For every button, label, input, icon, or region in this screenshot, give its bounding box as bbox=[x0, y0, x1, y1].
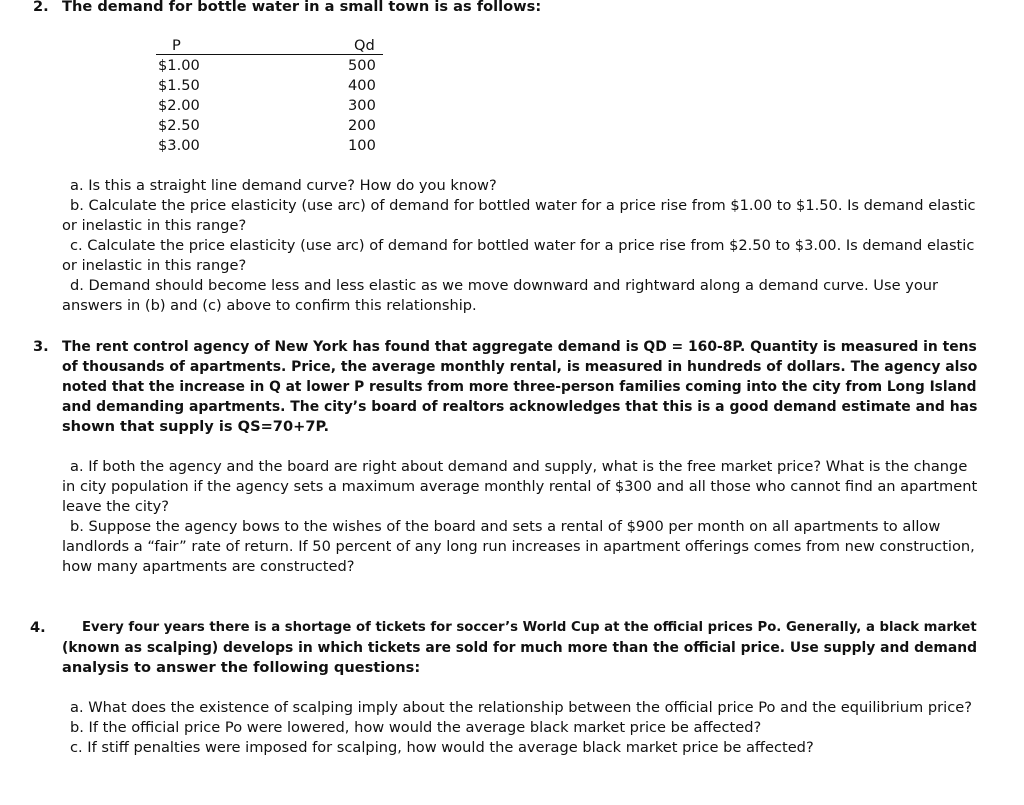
question-3a-line-1: a. If both the agency and the board are right about demand and supply, what is the free market price? What is the change bbox=[70, 458, 968, 475]
question-2d-line-1: d. Demand should become less and less elastic as we move downward and rightward along a demand curve. Use your bbox=[70, 277, 939, 294]
question-3-parts bbox=[62, 457, 984, 577]
table-cell-quantity: 200 bbox=[348, 117, 376, 134]
question-4b: b. If the official price Po were lowered, how would the average black market price be affected? bbox=[70, 719, 762, 736]
table-cell-price: $2.00 bbox=[158, 97, 200, 114]
table-cell-price: $3.00 bbox=[158, 137, 200, 154]
table-cell-quantity: 500 bbox=[348, 57, 376, 74]
question-2-title: The demand for bottle water in a small town is as follows: bbox=[62, 0, 542, 15]
question-2c-line-2: or inelastic in this range? bbox=[62, 257, 247, 274]
question-3-number: 3. bbox=[33, 338, 49, 355]
question-3b-line-1: b. Suppose the agency bows to the wishes of the board and sets a rental of $900 per month on all apartments to allow bbox=[70, 518, 941, 535]
question-3-line-3: noted that the increase in Q at lower P results from more three-person families coming into the city from Long Island bbox=[62, 379, 977, 395]
question-3-prompt bbox=[62, 337, 984, 437]
question-2c-line-1: c. Calculate the price elasticity (use arc) of demand for bottled water for a price rise from $2.50 to $3.00. Is demand elastic bbox=[70, 237, 975, 254]
question-3b-line-2: landlords a “fair” rate of return. If 50 percent of any long run increases in apartment offerings comes from new construction, bbox=[62, 538, 975, 555]
price-column-header: P bbox=[172, 37, 181, 54]
question-3-line-4: and demanding apartments. The city’s board of realtors acknowledges that this is a good demand estimate and has bbox=[62, 399, 978, 415]
table-cell-quantity: 100 bbox=[348, 137, 376, 154]
question-2-parts bbox=[62, 176, 984, 316]
question-4-prompt bbox=[62, 618, 984, 678]
question-2-number: 2. bbox=[33, 0, 49, 15]
price-column bbox=[158, 56, 200, 156]
question-2a: a. Is this a straight line demand curve? How do you know? bbox=[70, 177, 497, 194]
quantity-column-header: Qd bbox=[354, 37, 375, 54]
question-4c: c. If stiff penalties were imposed for scalping, how would the average black market price be affected? bbox=[70, 739, 814, 756]
question-4-line-1: Every four years there is a shortage of tickets for soccer’s World Cup at the official prices Po. Generally, a black market bbox=[82, 620, 977, 635]
table-cell-price: $2.50 bbox=[158, 117, 200, 134]
table-cell-price: $1.50 bbox=[158, 77, 200, 94]
question-4a: a. What does the existence of scalping imply about the relationship between the official price Po and the equilibrium price? bbox=[70, 699, 972, 716]
question-3b-line-3: how many apartments are constructed? bbox=[62, 558, 355, 575]
table-cell-quantity: 400 bbox=[348, 77, 376, 94]
question-2d-line-2: answers in (b) and (c) above to confirm this relationship. bbox=[62, 297, 477, 314]
question-4-line-3: analysis to answer the following questions: bbox=[62, 659, 421, 676]
question-3-line-1: The rent control agency of New York has found that aggregate demand is QD = 160-8P. Quantity is measured in tens bbox=[62, 339, 977, 355]
question-3a-line-2: in city population if the agency sets a maximum average monthly rental of $300 and all those who cannot find an apartment bbox=[62, 478, 978, 495]
question-2b-line-1: b. Calculate the price elasticity (use arc) of demand for bottled water for a price rise from $1.00 to $1.50. Is demand elastic bbox=[70, 197, 976, 214]
table-cell-price: $1.00 bbox=[158, 57, 200, 74]
demand-table-header bbox=[156, 36, 383, 55]
table-cell-quantity: 300 bbox=[348, 97, 376, 114]
question-3-line-2: of thousands of apartments. Price, the average monthly rental, is measured in hundreds of dollars. The agency also bbox=[62, 359, 978, 375]
quantity-column bbox=[348, 56, 376, 156]
question-3a-line-3: leave the city? bbox=[62, 498, 170, 515]
question-4-line-2: (known as scalping) develops in which tickets are sold for much more than the official price. Use supply and demand bbox=[62, 640, 978, 656]
question-2b-line-2: or inelastic in this range? bbox=[62, 217, 247, 234]
question-4-parts bbox=[62, 698, 984, 758]
question-3-line-5: shown that supply is QS=70+7P. bbox=[62, 418, 330, 435]
question-4-number: 4. bbox=[30, 619, 46, 636]
